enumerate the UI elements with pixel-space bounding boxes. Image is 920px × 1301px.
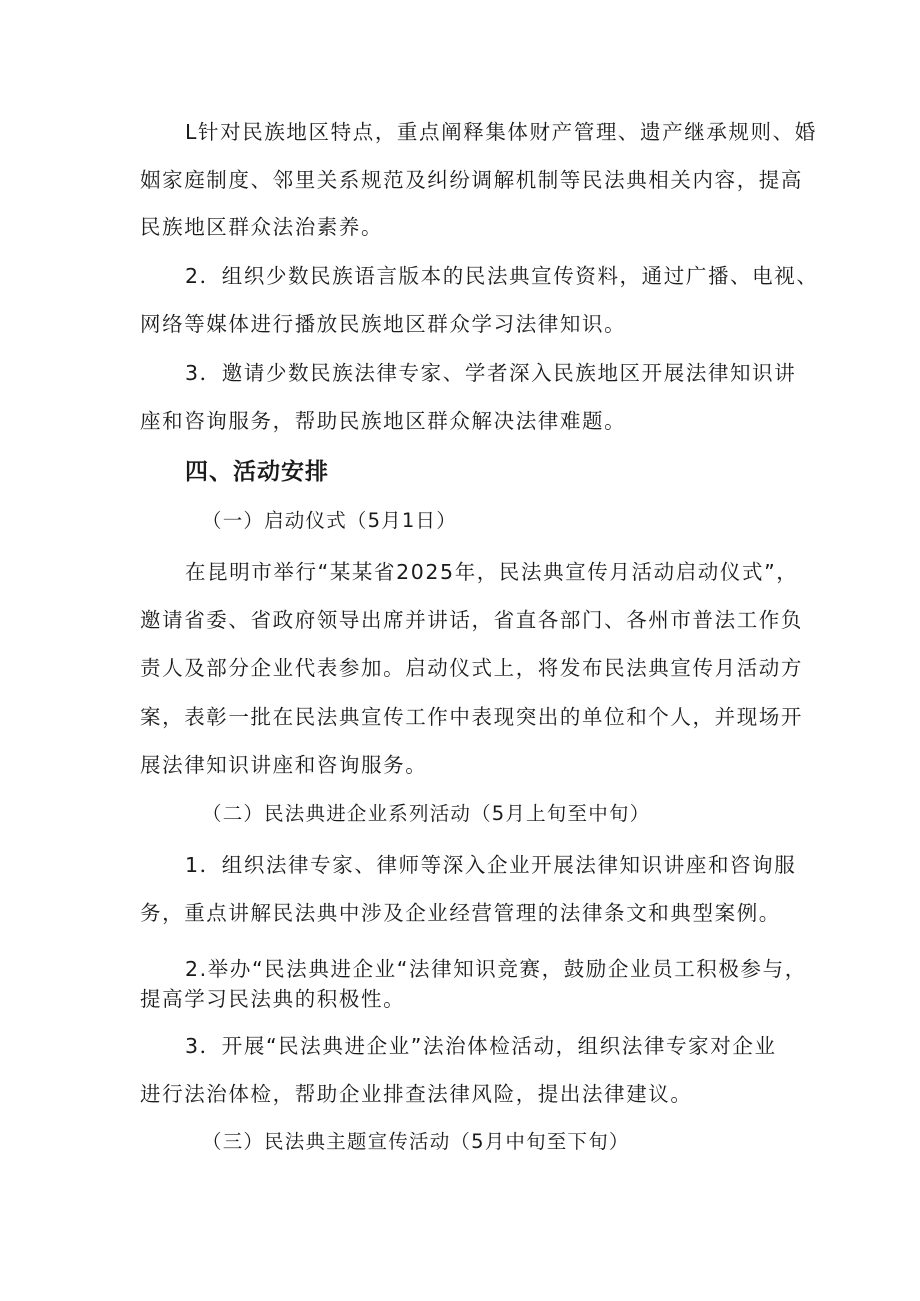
paragraph-1-line-1: L针对民族地区特点，重点阐释集体财产管理、遗产继承规则、婚 [185, 120, 817, 144]
section-4-heading: 四、活动安排 [185, 459, 329, 485]
paragraph-6-line-2: 提高学习民法典的积极性。 [140, 987, 406, 1011]
paragraph-1-line-3: 民族地区群众法治素养。 [140, 215, 384, 239]
paragraph-6-line-1: 2.举办“民法典进企业“法律知识竞赛，鼓励企业员工积极参与， [185, 957, 807, 981]
paragraph-7-line-2: 进行法治体检，帮助企业排查法律风险，提出法律建议。 [140, 1082, 693, 1106]
paragraph-3-line-2: 座和咨询服务，帮助民族地区群众解决法律难题。 [140, 409, 627, 433]
subsection-2-heading: （二）民法典进企业系列活动（5月上旬至中旬） [202, 802, 651, 825]
paragraph-5-line-2: 务，重点讲解民法典中涉及企业经营管理的法律条文和典型案例。 [140, 901, 781, 925]
paragraph-2-line-1: 2．组织少数民族语言版本的民法典宣传资料，通过广播、电视、 [185, 264, 819, 288]
subsection-1-heading: （一）启动仪式（5月1日） [202, 509, 457, 532]
paragraph-5-line-1: 1．组织法律专家、律师等深入企业开展法律知识讲座和咨询服 [185, 853, 797, 877]
paragraph-4-line-3: 责人及部分企业代表参加。启动仪式上，将发布民法典宣传月活动方 [140, 656, 803, 680]
paragraph-4-line-4: 案，表彰一批在民法典宣传工作中表现突出的单位和个人，并现场开 [140, 705, 803, 729]
subsection-3-heading: （三）民法典主题宣传活动（5月中旬至下旬） [202, 1130, 630, 1153]
paragraph-1-line-2: 姻家庭制度、邻里关系规范及纠纷调解机制等民法典相关内容，提高 [140, 168, 803, 192]
paragraph-4-line-5: 展法律知识讲座和咨询服务。 [140, 753, 428, 777]
paragraph-4-line-2: 邀请省委、省政府领导出席并讲话，省直各部门、各州市普法工作负 [140, 608, 803, 632]
paragraph-4-line-1: 在昆明市举行“某某省2025年，民法典宣传月活动启动仪式”， [185, 560, 799, 584]
paragraph-3-line-1: 3．邀请少数民族法律专家、学者深入民族地区开展法律知识讲 [185, 361, 797, 385]
paragraph-2-line-2: 网络等媒体进行播放民族地区群众学习法律知识。 [140, 312, 627, 336]
paragraph-7-line-1: 3．开展“民法典进企业”法治体检活动，组织法律专家对企业 [185, 1034, 777, 1058]
